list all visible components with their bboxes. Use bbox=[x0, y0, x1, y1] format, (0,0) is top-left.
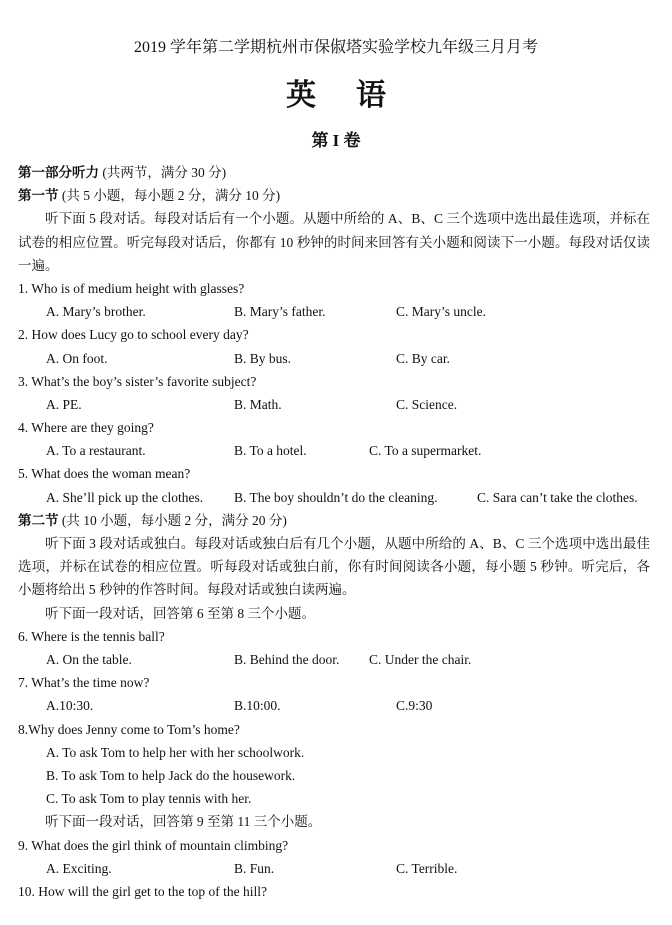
option-b: B. Fun. bbox=[234, 860, 275, 876]
subject-title: 英语 bbox=[286, 79, 426, 112]
section2-title: 第二节 bbox=[18, 512, 59, 528]
option-c: C. Science. bbox=[396, 396, 458, 412]
part1-title: 第一部分听力 bbox=[18, 165, 99, 180]
question-4: 4. Where are they going? bbox=[18, 420, 154, 436]
question-6: 6. Where is the tennis ball? bbox=[18, 628, 165, 644]
group2-intro: 听下面一段对话，回答第 9 至第 11 三个小题。 bbox=[45, 814, 322, 830]
group1-intro: 听下面一段对话，回答第 6 至第 8 三个小题。 bbox=[45, 605, 315, 621]
option-a: A. On the table. bbox=[46, 652, 132, 668]
option-c: C. Sara can’t take the clothes. bbox=[477, 489, 638, 505]
question-8-option-c: C. To ask Tom to play tennis with her. bbox=[46, 791, 252, 807]
question-10: 10. How will the girl get to the top of the hill? bbox=[18, 883, 267, 899]
question-6-options bbox=[18, 648, 650, 671]
question-3: 3. What’s the boy’s sister’s favorite subject? bbox=[18, 373, 257, 389]
section2-instruction: 听下面 3 段对话或独白。每段对话或独白后有几个小题，从题中所给的 A、B、C 三个选项中选出最佳选项，并标在试卷的相应位置。听每段对话或独白前，你有时间阅读各小题，每小题 5 秒钟。听完后，各小题将给出 5 秒钟的作答时间。每段对话或独白读两遍。 bbox=[18, 536, 650, 598]
option-b: B.10:00. bbox=[234, 698, 281, 714]
question-9: 9. What does the girl think of mountain climbing? bbox=[18, 837, 289, 853]
part1-note: (共两节，满分 30 分) bbox=[102, 165, 227, 180]
option-b: B. By bus. bbox=[234, 350, 292, 366]
option-b: B. To a hotel. bbox=[234, 443, 307, 459]
volume-title: 第 I 卷 bbox=[311, 131, 361, 150]
option-c: C.9:30 bbox=[396, 698, 433, 714]
section1-instruction: 听下面 5 段对话。每段对话后有一个小题。从题中所给的 A、B、C 三个选项中选出最佳选项，并标在试卷的相应位置。听完每段对话后，你都有 10 秒钟的时间来回答有关小题和阅读下一小题。每段对话仅读一遍。 bbox=[18, 211, 650, 273]
question-9-options bbox=[18, 857, 650, 880]
question-7: 7. What’s the time now? bbox=[18, 675, 150, 691]
option-a: A. Mary’s brother. bbox=[46, 304, 146, 320]
option-c: C. To a supermarket. bbox=[369, 443, 482, 459]
option-a: A. PE. bbox=[46, 396, 82, 412]
option-b: B. Math. bbox=[234, 396, 282, 412]
question-8-option-b: B. To ask Tom to help Jack do the housework. bbox=[46, 767, 296, 783]
option-a: A. On foot. bbox=[46, 350, 108, 366]
section2-note: (共 10 小题，每小题 2 分，满分 20 分) bbox=[61, 512, 287, 528]
exam-body bbox=[18, 161, 650, 903]
option-c: C. By car. bbox=[396, 350, 450, 366]
option-a: A.10:30. bbox=[46, 698, 94, 714]
option-b: B. Behind the door. bbox=[234, 652, 340, 668]
option-b: B. Mary’s father. bbox=[234, 304, 326, 320]
question-8: 8.Why does Jenny come to Tom’s home? bbox=[18, 721, 240, 737]
option-a: A. She’ll pick up the clothes. bbox=[46, 489, 204, 505]
question-5: 5. What does the woman mean? bbox=[18, 466, 191, 482]
question-8-option-a: A. To ask Tom to help her with her schoolwork. bbox=[46, 744, 305, 760]
option-a: A. To a restaurant. bbox=[46, 443, 146, 459]
question-2-options bbox=[18, 347, 650, 370]
option-a: A. Exciting. bbox=[46, 860, 112, 876]
question-4-options bbox=[18, 439, 650, 462]
section1-title: 第一节 bbox=[18, 188, 59, 204]
question-7-options bbox=[18, 694, 650, 717]
question-2: 2. How does Lucy go to school every day? bbox=[18, 327, 249, 343]
section1-note: (共 5 小题，每小题 2 分，满分 10 分) bbox=[61, 188, 281, 204]
question-5-options bbox=[18, 486, 650, 509]
option-c: C. Terrible. bbox=[396, 860, 458, 876]
question-1: 1. Who is of medium height with glasses? bbox=[18, 280, 245, 296]
option-c: C. Under the chair. bbox=[369, 652, 472, 668]
option-c: C. Mary’s uncle. bbox=[396, 304, 486, 320]
part1-heading bbox=[18, 161, 650, 184]
option-b: B. The boy shouldn’t do the cleaning. bbox=[234, 489, 438, 505]
question-1-options bbox=[18, 300, 650, 323]
section1-heading bbox=[18, 184, 650, 207]
question-3-options bbox=[18, 393, 650, 416]
section2-heading bbox=[18, 509, 650, 532]
exam-title: 2019 学年第二学期杭州市保俶塔实验学校九年级三月月考 bbox=[133, 39, 538, 56]
